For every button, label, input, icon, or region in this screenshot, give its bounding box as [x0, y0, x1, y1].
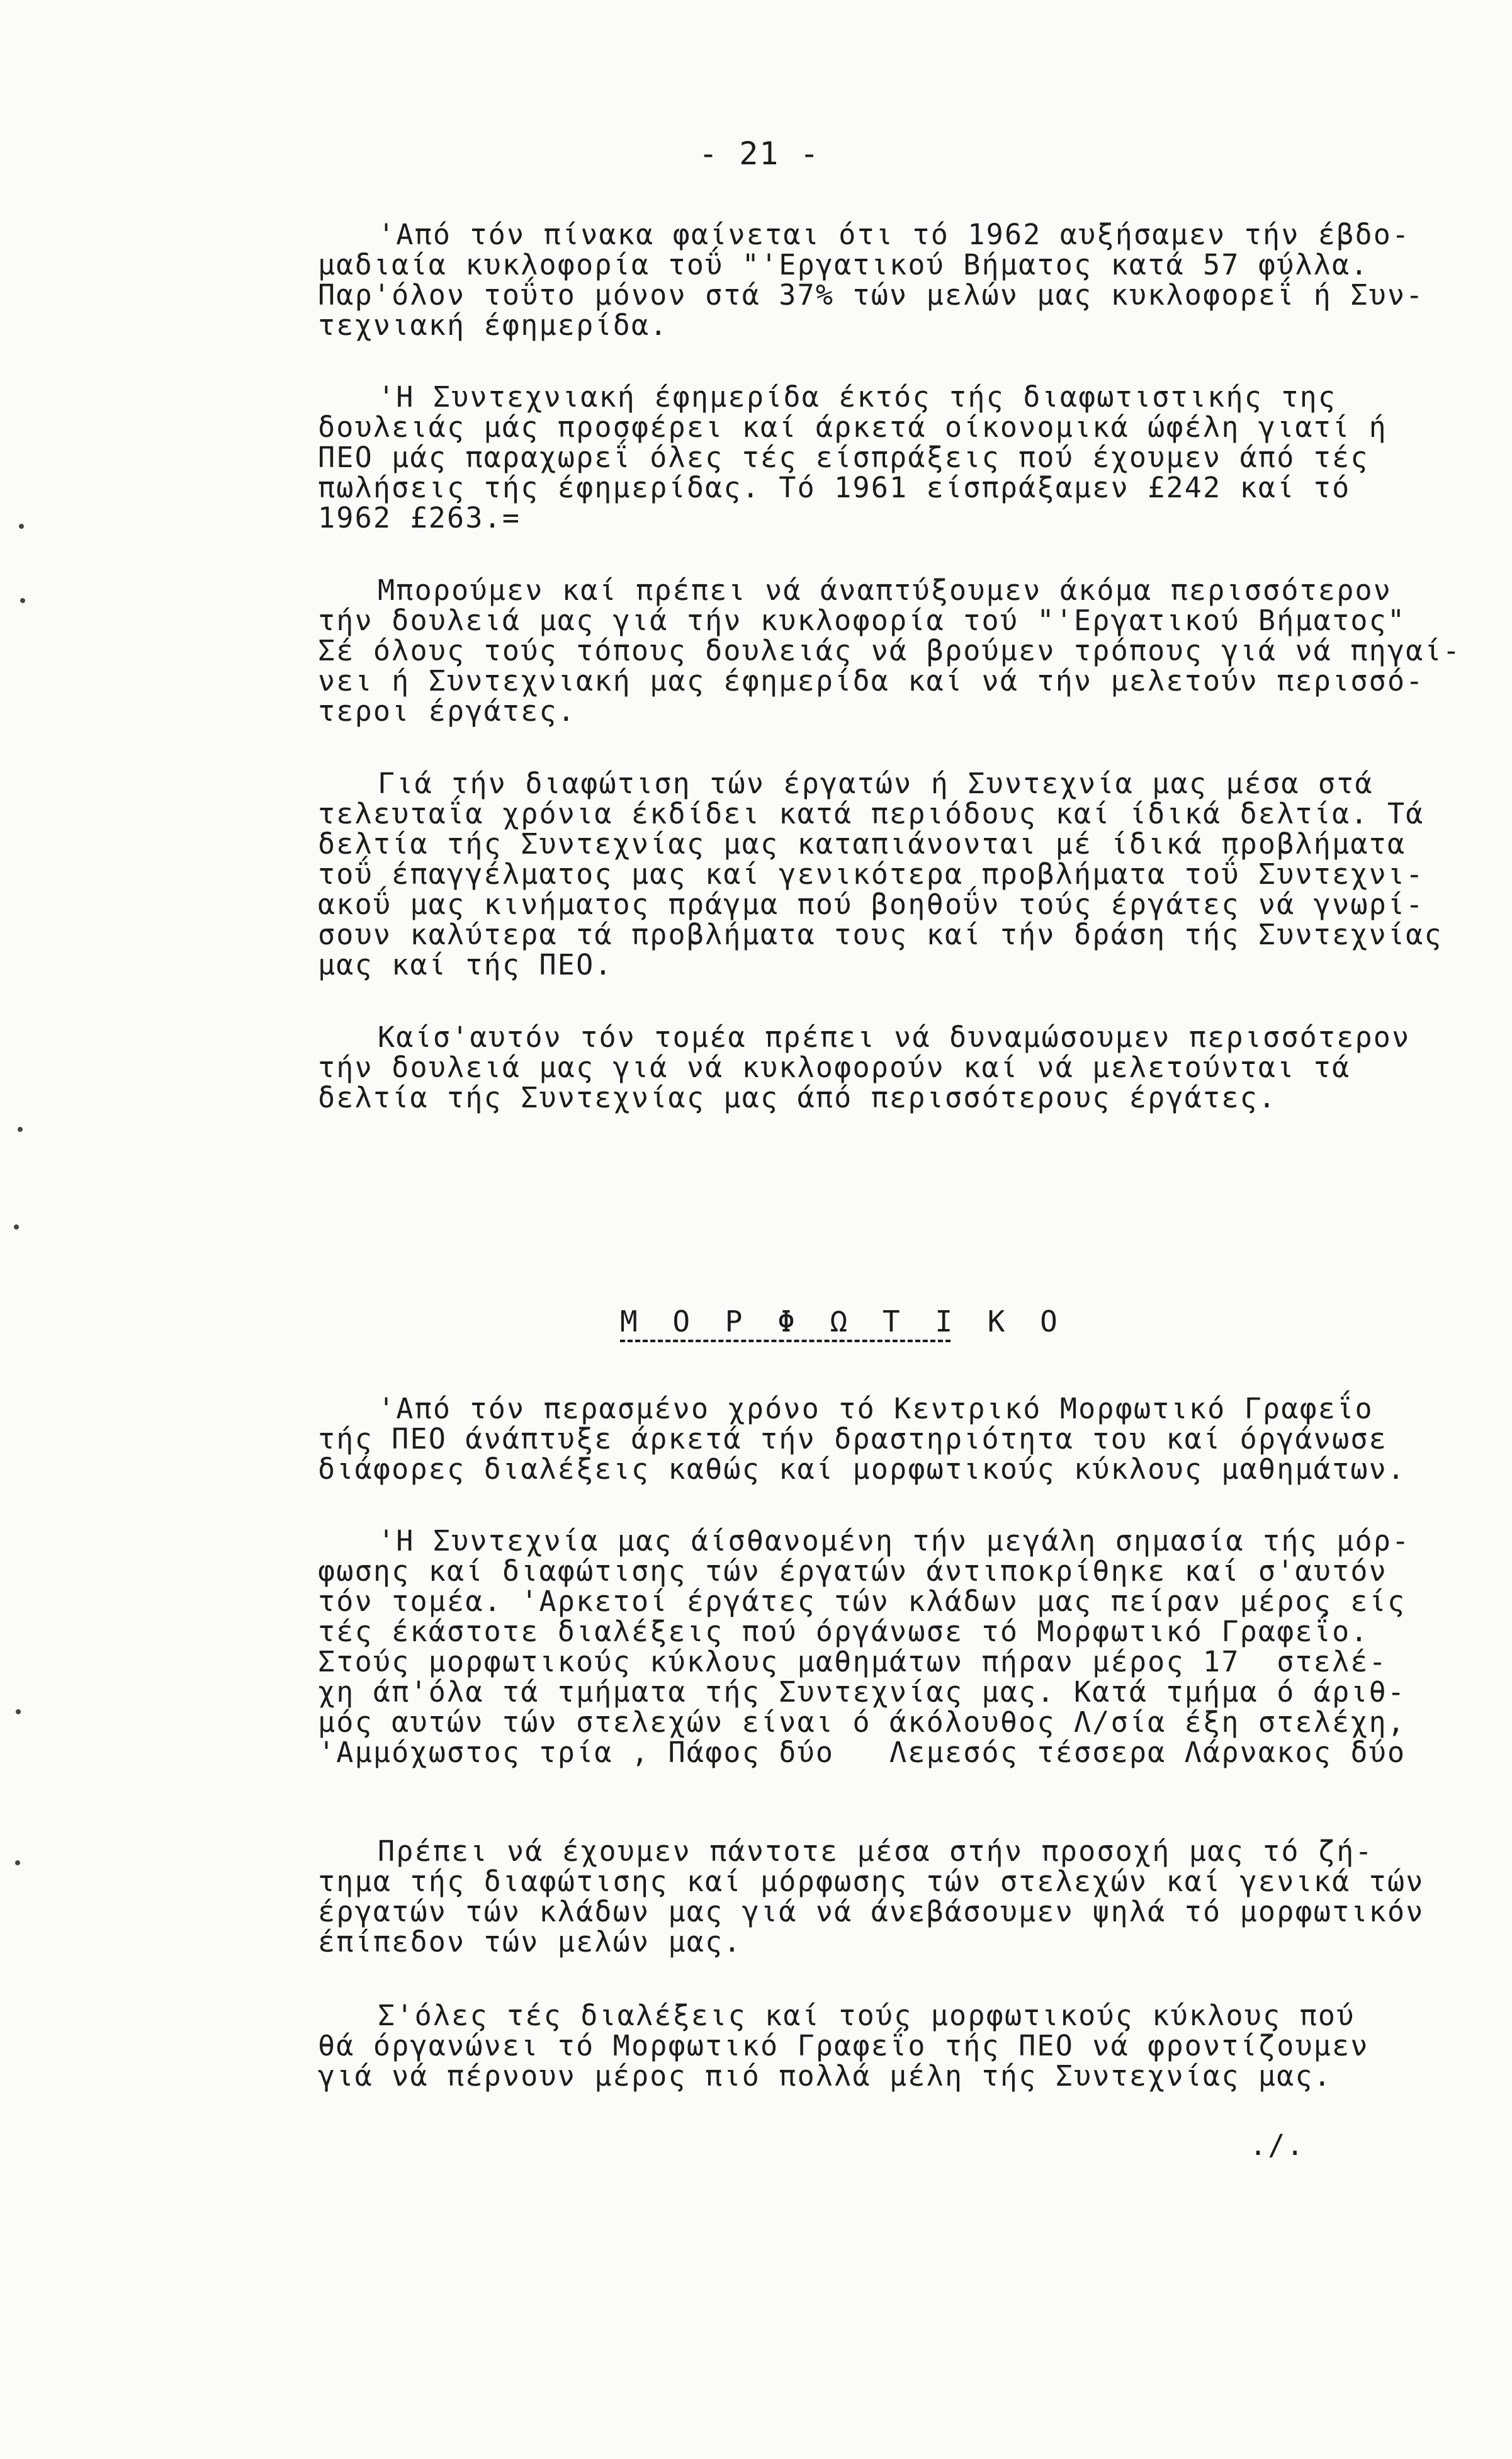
scan-speck: [18, 1127, 23, 1132]
text-line: τημα τής διαφώτισης καί μόρφωσης τών στελεχών καί γενικά τών: [318, 1865, 1425, 1898]
text-line: Μπορούμεν καί πρέπει νά άναπτύξουμεν άκόμα περισσότερον: [378, 574, 1392, 607]
text-line: τοΰ έπαγγέλματος μας καί γενικότερα προβλήματα τοΰ Συντεχνι-: [318, 857, 1425, 891]
text-line: 'Η Συντεχνία μας άίσθανομένη τήν μεγάλη σημασία τής μόρ-: [378, 1524, 1411, 1557]
text-line: Στούς μορφωτικούς κύκλους μαθημάτων πήραν μέρος 17 στελέ-: [318, 1645, 1387, 1678]
text-line: μαδιαία κυκλοφορία τοΰ "'Εργατικού Βήματος κατά 57 φύλλα.: [318, 248, 1369, 281]
text-line: Γιά τήν διαφώτιση τών έργατών ή Συντεχνία μας μέσα στά: [378, 767, 1374, 800]
text-line: τεροι έργάτες.: [318, 694, 577, 728]
text-line: Παρ'όλον τοΰτο μόνον στά 37% τών μελών μας κυκλοφορεΐ ή Συν-: [318, 278, 1425, 312]
text-line: δελτία τής Συντεχνίας μας καταπιάνονται μέ ίδικά προβλήματα: [318, 827, 1406, 861]
page-number: - 21 -: [699, 135, 820, 172]
text-line: τόν τομέα. 'Αρκετοί έργάτες τών κλάδων μας πείραν μέρος είς: [318, 1585, 1406, 1618]
scan-speck: [16, 1709, 21, 1714]
text-line: σουν καλύτερα τά προβλήματα τους καί τήν δράση τής Συντεχνίας: [318, 918, 1443, 951]
text-line: χη άπ'όλα τά τμήματα τής Συντεχνίας μας. Κατά τμήμα ό άριθ-: [318, 1675, 1406, 1709]
text-line: τελευταΐα χρόνια έκδίδει κατά περιόδους καί ίδικά δελτία. Τά: [318, 797, 1425, 830]
text-line: τής ΠΕΟ άνάπτυξε άρκετά τήν δραστηριότητα του καί όργάνωσε: [318, 1422, 1387, 1456]
text-line: 'Από τόν περασμένο χρόνο τό Κεντρικό Μορφωτικό Γραφεΐο: [378, 1392, 1374, 1425]
continuation-mark: ./.: [1250, 2128, 1305, 2162]
text-line: Σ'όλες τές διαλέξεις καί τούς μορφωτικούς κύκλους πού: [378, 1999, 1355, 2032]
scan-speck: [14, 1224, 19, 1230]
text-line: γιά νά πέρνουν μέρος πιό πολλά μέλη τής Συντεχνίας μας.: [318, 2059, 1333, 2093]
text-line: έπίπεδον τών μελών μας.: [318, 1925, 742, 1959]
text-line: πωλήσεις τής έφημερίδας. Τό 1961 είσπράξαμεν £242 καί τό: [318, 471, 1351, 504]
text-line: διάφορες διαλέξεις καθώς καί μορφωτικούς κύκλους μαθημάτων.: [318, 1452, 1406, 1486]
text-line: τεχνιακή έφημερίδα.: [318, 308, 669, 342]
text-line: τήν δουλειά μας γιά τήν κυκλοφορία τού "'Εργατικού Βήματος": [318, 604, 1406, 637]
text-line: φωσης καί διαφώτισης τών έργατών άντιποκρίθηκε καί σ'αυτόν: [318, 1554, 1387, 1588]
scan-speck: [20, 598, 25, 603]
text-line: μας καί τής ΠΕΟ.: [318, 948, 613, 981]
scan-speck: [19, 524, 24, 529]
text-line: Σέ όλους τούς τόπους δουλειάς νά βρούμεν τρόπους γιά νά πηγαί-: [318, 634, 1462, 667]
text-line: νει ή Συντεχνιακή μας έφημερίδα καί νά τήν μελετούν περισσό-: [318, 664, 1425, 698]
text-line: δελτία τής Συντεχνίας μας άπό περισσότερους έργάτες.: [318, 1081, 1277, 1114]
section-heading: Μ Ο Ρ Φ Ω Τ Ι Κ Ο: [620, 1304, 1066, 1338]
text-line: μός αυτών τών στελεχών είναι ό άκόλουθος Λ/σία έξη στελέχη,: [318, 1705, 1406, 1739]
text-line: 'Από τόν πίνακα φαίνεται ότι τό 1962 αυξήσαμεν τήν έβδο-: [378, 218, 1411, 251]
text-line: θά όργανώνει τό Μορφωτικό Γραφεΐο τής ΠΕΟ νά φροντίζουμεν: [318, 2029, 1369, 2062]
heading-underline: [620, 1340, 951, 1342]
text-line: έργατών τών κλάδων μας γιά νά άνεβάσουμεν ψηλά τό μορφωτικόν: [318, 1895, 1425, 1928]
text-line: Καίσ'αυτόν τόν τομέα πρέπει νά δυναμώσουμεν περισσότερον: [378, 1020, 1411, 1054]
scan-speck: [15, 1860, 20, 1865]
text-line: 1962 £263.=: [318, 501, 521, 534]
text-line: ΠΕΟ μάς παραχωρεΐ όλες τές είσπράξεις πού έχουμεν άπό τές: [318, 441, 1369, 474]
text-line: δουλειάς μάς προσφέρει καί άρκετά οίκονομικά ώφέλη γιατί ή: [318, 410, 1387, 444]
text-line: τήν δουλειά μας γιά νά κυκλοφορούν καί νά μελετούνται τά: [318, 1051, 1351, 1084]
text-line: 'Η Συντεχνιακή έφημερίδα έκτός τής διαφωτιστικής της: [378, 380, 1337, 414]
text-line: Πρέπει νά έχουμεν πάντοτε μέσα στήν προσοχή μας τό ζή-: [378, 1834, 1374, 1868]
text-line: ακοΰ μας κινήματος πράγμα πού βοηθοΰν τούς έργάτες νά γνωρί-: [318, 888, 1425, 921]
text-line: 'Αμμόχωστος τρία , Πάφος δύο Λεμεσός τέσσερα Λάρνακος δύο: [318, 1736, 1406, 1769]
text-line: τές έκάστοτε διαλέξεις πού όργάνωσε τό Μορφωτικό Γραφεΐο.: [318, 1615, 1369, 1648]
